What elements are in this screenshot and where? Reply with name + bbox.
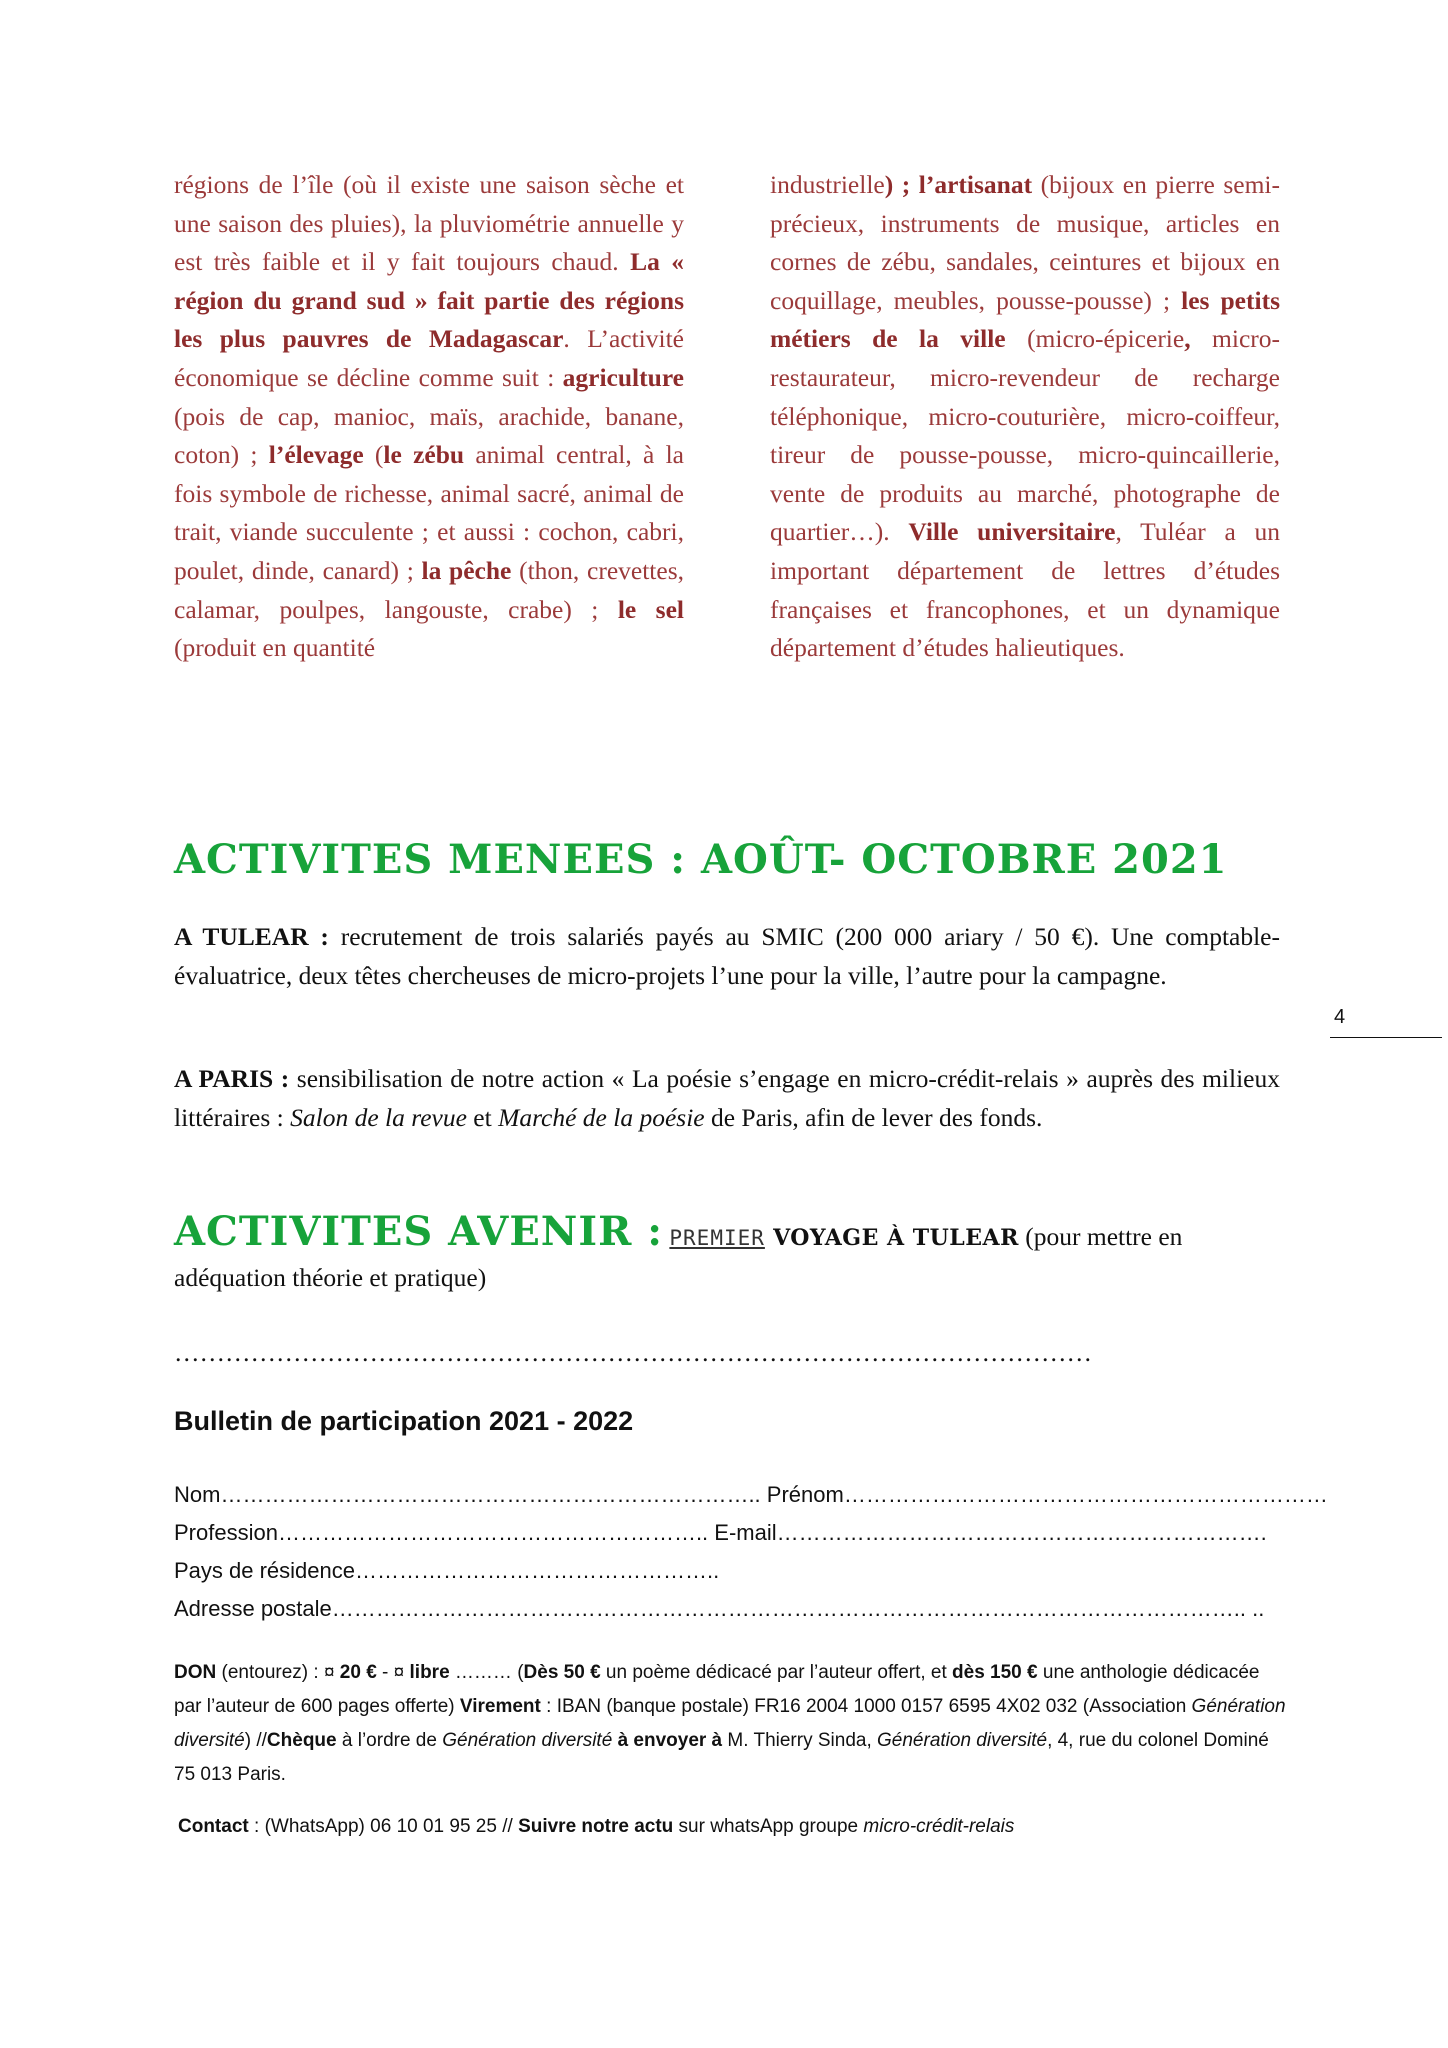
text-segment: ) // [244,1730,267,1751]
text-segment: (entourez) : ¤ [216,1662,340,1683]
text-segment: M. Thierry Sinda, [722,1730,878,1751]
text-segment: et [466,1102,499,1132]
text-segment: (pois de cap, manioc, maïs, arachide, banane, coton) ; [174,401,684,470]
contact-line [178,1816,1014,1838]
text-segment: industrielle [770,170,885,199]
text-segment: sensibilisation de notre action « La poésie s’engage en micro-crédit-relais » auprès des milieux littéraires : [174,1064,1280,1132]
text-segment: (bijoux en pierre semi-précieux, instruments de musique, articles en cornes de zébu, sandales, ceintures et bijoux en coquillage, meubles, pousse-pousse) ; [770,170,1280,315]
text-segment: l’élevage [268,440,364,470]
text-segment: DON [174,1662,217,1683]
text-segment: Salon de la revue [290,1102,467,1132]
form-field-profession[interactable]: Profession………………………………………………….. E-mail…………………………………………………………. [174,1520,1267,1545]
text-segment: . L’activité économique se décline comme suit : [174,324,684,392]
text-segment: à l’ordre de [336,1730,443,1751]
text-segment: le zébu [383,440,465,470]
paragraph-paris [174,1060,1280,1137]
text-segment: dès 150 € [952,1662,1038,1683]
text-segment: Ville universitaire [908,517,1116,547]
text-segment: ……… ( [449,1662,524,1683]
text-segment: : (WhatsApp) 06 10 01 95 25 // [248,1816,519,1837]
text-segment: 20 € [339,1662,377,1683]
text-segment: agriculture [562,362,684,392]
text-segment: Contact [178,1816,249,1837]
page-number: 4 [1330,1006,1442,1038]
heading-activities-done: ACTIVITES MENEES : AOÛT- OCTOBRE 2021 [174,836,1228,883]
text-segment: à envoyer à [617,1730,723,1751]
word-voyage-tulear: VOYAGE À TULEAR [764,1225,1019,1251]
text-segment: La « région du grand sud » fait partie des régions les plus pauvres de Madagascar [174,247,685,354]
text-segment: Suivre notre actu [518,1816,674,1837]
text-segment: ( [363,440,384,470]
activities-avenir [174,1208,1284,1298]
right-column-text [770,166,1280,668]
text-segment: micro-crédit-relais [863,1816,1015,1837]
text-segment: une anthologie dédicacée par l’auteur de 600 pages offerte) [174,1662,1260,1717]
text-segment: Virement [459,1696,541,1717]
text-segment: animal central, à la fois symbole de richesse, animal sacré, animal de trait, viande succulente ; et aussi : cochon, cabri, poulet, dinde, canard) ; [174,440,684,585]
text-segment: , 4, rue du colonel Dominé 75 013 Paris. [174,1730,1269,1785]
text-segment: Génération diversité [174,1696,1286,1751]
text-segment: (thon, crevettes, calamar, poulpes, langouste, crabe) ; [174,555,684,624]
text-segment: Génération diversité [877,1730,1048,1751]
form-field-country[interactable]: Pays de résidence………………………………………….. [174,1558,720,1583]
text-segment: de Paris, afin de lever des fonds. [704,1102,1043,1132]
heading-activities-avenir: ACTIVITES AVENIR : [174,1208,664,1255]
form-field-address[interactable]: Adresse postale…………………………………………………………………………………………………………….. .. [174,1596,1265,1621]
text-segment: Chèque [266,1730,337,1751]
left-column-text [174,166,684,668]
text-segment: : IBAN (banque postale) FR16 2004 1000 0157 6595 4X02 032 (Association [540,1696,1192,1717]
text-segment: les petits métiers de la ville [770,285,1280,354]
text-segment: - ¤ [376,1662,410,1683]
donation-info [174,1656,1286,1792]
bulletin-title: Bulletin de participation 2021 - 2022 [174,1406,634,1436]
text-segment: Dès 50 € [523,1662,601,1683]
avenir-description: (pour mettre en adéquation théorie et pratique) [174,1222,1183,1292]
text-segment: A PARIS : [174,1064,290,1093]
text-segment: Génération diversité [442,1730,613,1751]
text-segment: Marché de la poésie [498,1102,705,1132]
text-segment: régions de l’île (où il existe une saison sèche et une saison des pluies), la pluviométrie annuelle y est très faible et il y fait toujours chaud. [174,170,684,277]
text-segment: recrutement de trois salariés payés au SMIC (200 000 ariary / 50 €). Une comptable-évaluatrice, deux têtes chercheuses de micro-projets l’une pour la ville, l’autre pour la campagne. [174,922,1280,990]
text-segment: (micro-épicerie [1005,324,1185,354]
text-segment: le sel [617,594,684,624]
text-segment: , [1184,324,1191,354]
text-segment: , Tuléar a un important département de lettres d’études françaises et francophones, et un dynamique département d’études halieutiques. [770,517,1281,663]
text-segment: A TULEAR : [174,922,329,951]
word-premier: PREMIER [669,1226,765,1250]
text-segment: (produit en quantité [174,633,376,663]
text-segment: libre [409,1662,450,1683]
text-segment: ) ; l’artisanat [884,170,1033,199]
form-field-name[interactable]: Nom……………………………………………………………….. Prénom………………………………………………………… [174,1482,1328,1507]
text-segment: micro-restaurateur, micro-revendeur de recharge téléphonique, micro-couturière, micro-coiffeur, tireur de pousse-pousse, micro-quincaillerie, vente de produits au marché, photographe de quartier…). [770,324,1280,547]
text-segment: un poème dédicacé par l’auteur offert, et [600,1662,953,1683]
text-segment: la pêche [421,555,512,585]
text-segment: sur whatsApp groupe [673,1816,864,1837]
dotted-separator: ……………………………………………………………………………………………… [174,1338,1092,1367]
paragraph-tulear [174,918,1280,995]
